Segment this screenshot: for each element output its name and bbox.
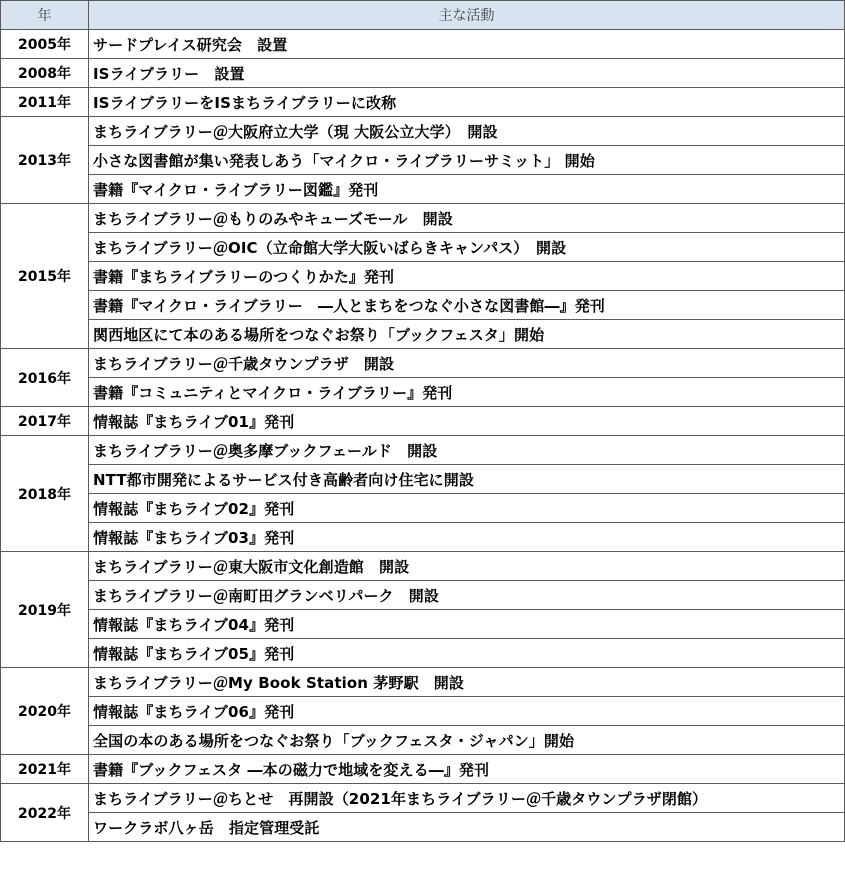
table-row: [1, 146, 845, 175]
activity-cell: まちライブラリー＠もりのみやキューズモール 開設: [89, 204, 845, 233]
table-row: [1, 117, 845, 146]
table-row: [1, 755, 845, 784]
activity-cell: まちライブラリー＠ちとせ 再開設（2021年まちライブラリー＠千歳タウンプラザ閉館）: [89, 784, 845, 813]
activity-cell: 書籍『コミュニティとマイクロ・ライブラリー』発刊: [89, 378, 845, 407]
table-row: [1, 552, 845, 581]
activity-cell: 情報誌『まちライブ03』発刊: [89, 523, 845, 552]
activity-cell: 小さな図書館が集い発表しあう「マイクロ・ライブラリーサミット」 開始: [89, 146, 845, 175]
year-cell: 2021年: [1, 755, 89, 784]
table-row: [1, 88, 845, 117]
year-cell: 2022年: [1, 784, 89, 842]
year-cell: 2020年: [1, 668, 89, 755]
table-row: [1, 668, 845, 697]
year-cell: 2017年: [1, 407, 89, 436]
year-cell: 2015年: [1, 204, 89, 349]
activity-cell: 書籍『マイクロ・ライブラリー ―人とまちをつなぐ小さな図書館―』発刊: [89, 291, 845, 320]
table-row: [1, 784, 845, 813]
table-body: [1, 30, 845, 842]
table-row: [1, 726, 845, 755]
year-column-header: 年: [1, 1, 89, 30]
activity-cell: まちライブラリー＠OIC（立命館大学大阪いばらきキャンパス） 開設: [89, 233, 845, 262]
activity-cell: ISライブラリー 設置: [89, 59, 845, 88]
table-row: [1, 407, 845, 436]
year-cell: 2005年: [1, 30, 89, 59]
activity-cell: 情報誌『まちライブ06』発刊: [89, 697, 845, 726]
table-row: [1, 523, 845, 552]
table-row: [1, 320, 845, 349]
activity-cell: 書籍『マイクロ・ライブラリー図鑑』発刊: [89, 175, 845, 204]
table-header-row: [1, 1, 845, 30]
table-row: [1, 697, 845, 726]
table-row: [1, 349, 845, 378]
table-row: [1, 813, 845, 842]
activity-cell: まちライブラリー＠千歳タウンプラザ 開設: [89, 349, 845, 378]
table-row: [1, 581, 845, 610]
table-row: [1, 610, 845, 639]
activity-cell: 情報誌『まちライブ02』発刊: [89, 494, 845, 523]
activity-cell: まちライブラリー＠大阪府立大学（現 大阪公立大学） 開設: [89, 117, 845, 146]
activity-cell: 情報誌『まちライブ01』発刊: [89, 407, 845, 436]
activity-cell: 全国の本のある場所をつなぐお祭り「ブックフェスタ・ジャパン」開始: [89, 726, 845, 755]
table-row: [1, 494, 845, 523]
activity-cell: 情報誌『まちライブ05』発刊: [89, 639, 845, 668]
activity-cell: 書籍『ブックフェスタ ―本の磁力で地域を変える―』発刊: [89, 755, 845, 784]
activity-cell: ISライブラリーをISまちライブラリーに改称: [89, 88, 845, 117]
activity-cell: まちライブラリー＠My Book Station 茅野駅 開設: [89, 668, 845, 697]
table-row: [1, 262, 845, 291]
activity-column-header: 主な活動: [89, 1, 845, 30]
year-cell: 2018年: [1, 436, 89, 552]
year-cell: 2011年: [1, 88, 89, 117]
year-cell: 2008年: [1, 59, 89, 88]
table-row: [1, 233, 845, 262]
table-row: [1, 465, 845, 494]
activity-cell: ワークラボ八ヶ岳 指定管理受託: [89, 813, 845, 842]
year-cell: 2016年: [1, 349, 89, 407]
activity-cell: 関西地区にて本のある場所をつなぐお祭り「ブックフェスタ」開始: [89, 320, 845, 349]
activity-cell: まちライブラリー＠南町田グランベリパーク 開設: [89, 581, 845, 610]
year-cell: 2019年: [1, 552, 89, 668]
activity-cell: 情報誌『まちライブ04』発刊: [89, 610, 845, 639]
table-row: [1, 59, 845, 88]
table-row: [1, 436, 845, 465]
table-row: [1, 291, 845, 320]
table-row: [1, 378, 845, 407]
activity-cell: まちライブラリー＠奥多摩ブックフェールド 開設: [89, 436, 845, 465]
table-row: [1, 30, 845, 59]
activity-cell: NTT都市開発によるサービス付き高齢者向け住宅に開設: [89, 465, 845, 494]
activity-cell: サードプレイス研究会 設置: [89, 30, 845, 59]
year-cell: 2013年: [1, 117, 89, 204]
activity-cell: 書籍『まちライブラリーのつくりかた』発刊: [89, 262, 845, 291]
activity-cell: まちライブラリー＠東大阪市文化創造館 開設: [89, 552, 845, 581]
table-row: [1, 175, 845, 204]
table-row: [1, 639, 845, 668]
table-row: [1, 204, 845, 233]
